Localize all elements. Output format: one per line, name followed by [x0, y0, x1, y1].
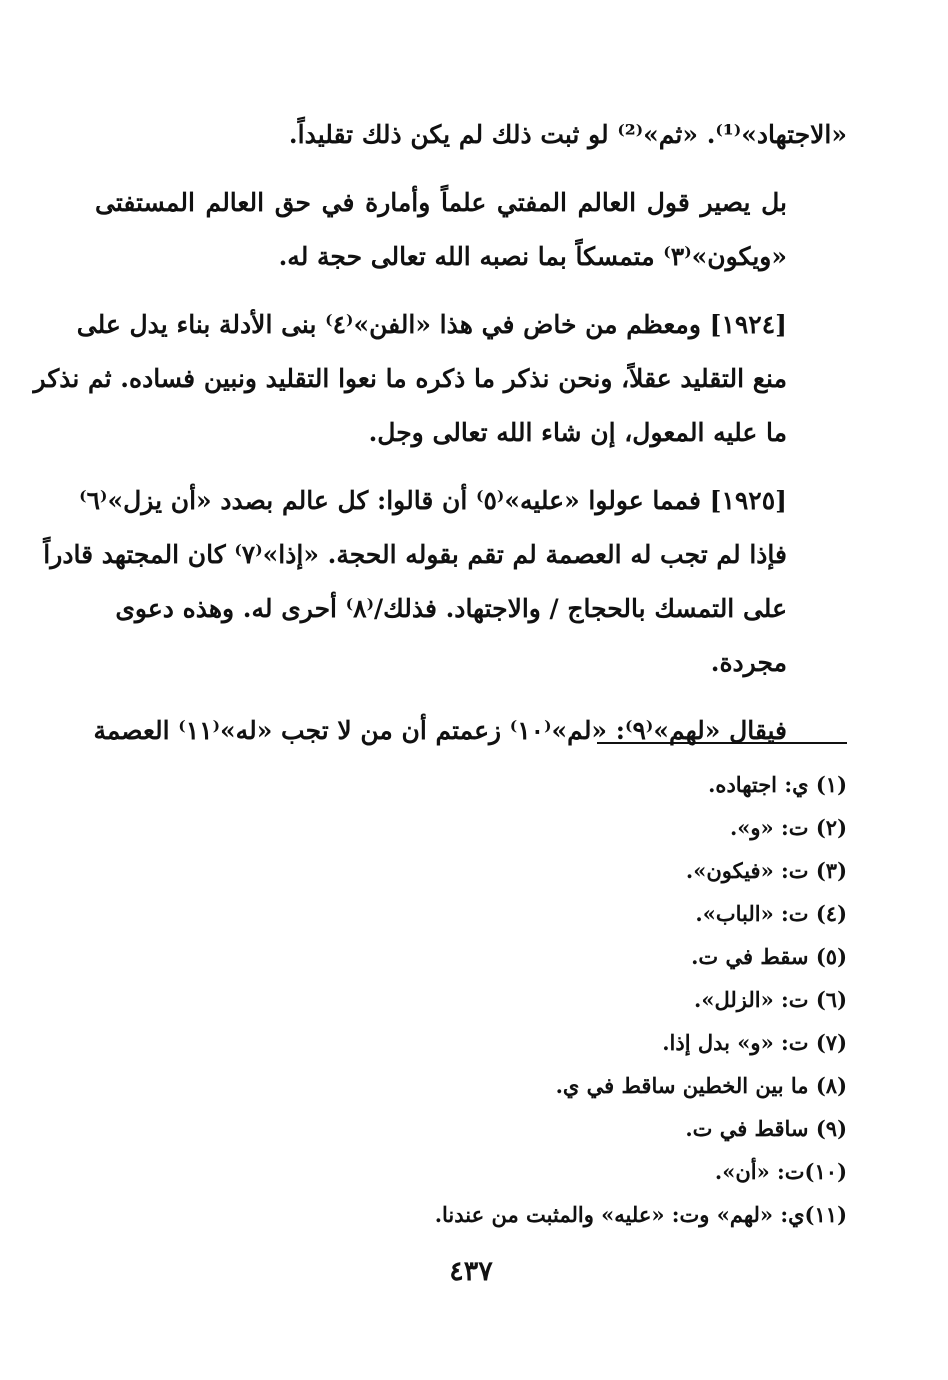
paragraph-1 [95, 108, 847, 162]
text-line: بل يصير قول العالم المفتي علماً وأمارة في حق العالم المستفتى [95, 188, 787, 217]
footnote-9: (٩) ساقط في ت. [685, 1116, 847, 1141]
footnote-11: (١١)ي: «لهم» وت: «عليه» والمثبت من عندنا. [434, 1202, 847, 1227]
text-line: فإذا لم تجب له العصمة لم تقم بقوله الحجة. «إذا»⁽٧⁾ كان المجتهد قادراً [43, 540, 787, 569]
footnote-7: (٧) ت: «و» بدل إذا. [662, 1030, 847, 1055]
text-line: «الاجتهاد»⁽¹⁾. «ثم»⁽²⁾ لو ثبت ذلك لم يكن ذلك تقليداً. [288, 120, 847, 149]
text-line: منع التقليد عقلاً، ونحن نذكر ما ذكره ما نعوا التقليد ونبين فساده. ثم نذكر [33, 364, 787, 393]
paragraph-1924 [33, 298, 847, 460]
text-line: [١٩٢٤] ومعظم من خاض في هذا «الفن»⁽٤⁾ بنى الأدلة بناء يدل على [76, 310, 787, 339]
paragraph-5 [95, 704, 847, 758]
text-line: [١٩٢٥] فمما عولوا «عليه»⁽٥⁾ أن قالوا: كل عالم بصدد «أن يزل»⁽٦⁾ [79, 486, 787, 515]
text-line: على التمسك بالحجاج / والاجتهاد. فذلك/⁽٨⁾ أحرى له. وهذه دعوى [115, 594, 787, 623]
footnote-8: (٨) ما بين الخطين ساقط في ي. [555, 1073, 847, 1098]
book-page [33, 108, 847, 1348]
text-line: «ويكون»⁽٣⁾ متمسكاً بما نصبه الله تعالى حجة له. [278, 242, 787, 271]
footnote-4: (٤) ت: «الباب». [695, 901, 847, 926]
paragraph-1925 [43, 474, 847, 690]
footnote-1: (١) ي: اجتهاده. [708, 772, 847, 797]
paragraph-2 [95, 176, 847, 284]
text-line: فيقال «لهم»⁽٩⁾: «لم»⁽١٠⁾ زعمتم أن من لا تجب «له»⁽١١⁾ العصمة [93, 716, 787, 745]
text-line: ما عليه المعول، إن شاء الله تعالى وجل. [368, 418, 787, 447]
footnote-10: (١٠)ت: «أن». [714, 1159, 847, 1184]
footnote-2: (٢) ت: «و». [729, 815, 847, 840]
page-number: ٤٣٧ [449, 1256, 493, 1287]
text-line: مجردة. [710, 648, 787, 677]
footnotes-list [95, 763, 847, 1236]
footnote-6: (٦) ت: «الزلل». [694, 987, 847, 1012]
footnote-5: (٥) سقط في ت. [691, 944, 847, 969]
footnote-separator [597, 742, 847, 744]
footnote-3: (٣) ت: «فيكون». [685, 858, 847, 883]
